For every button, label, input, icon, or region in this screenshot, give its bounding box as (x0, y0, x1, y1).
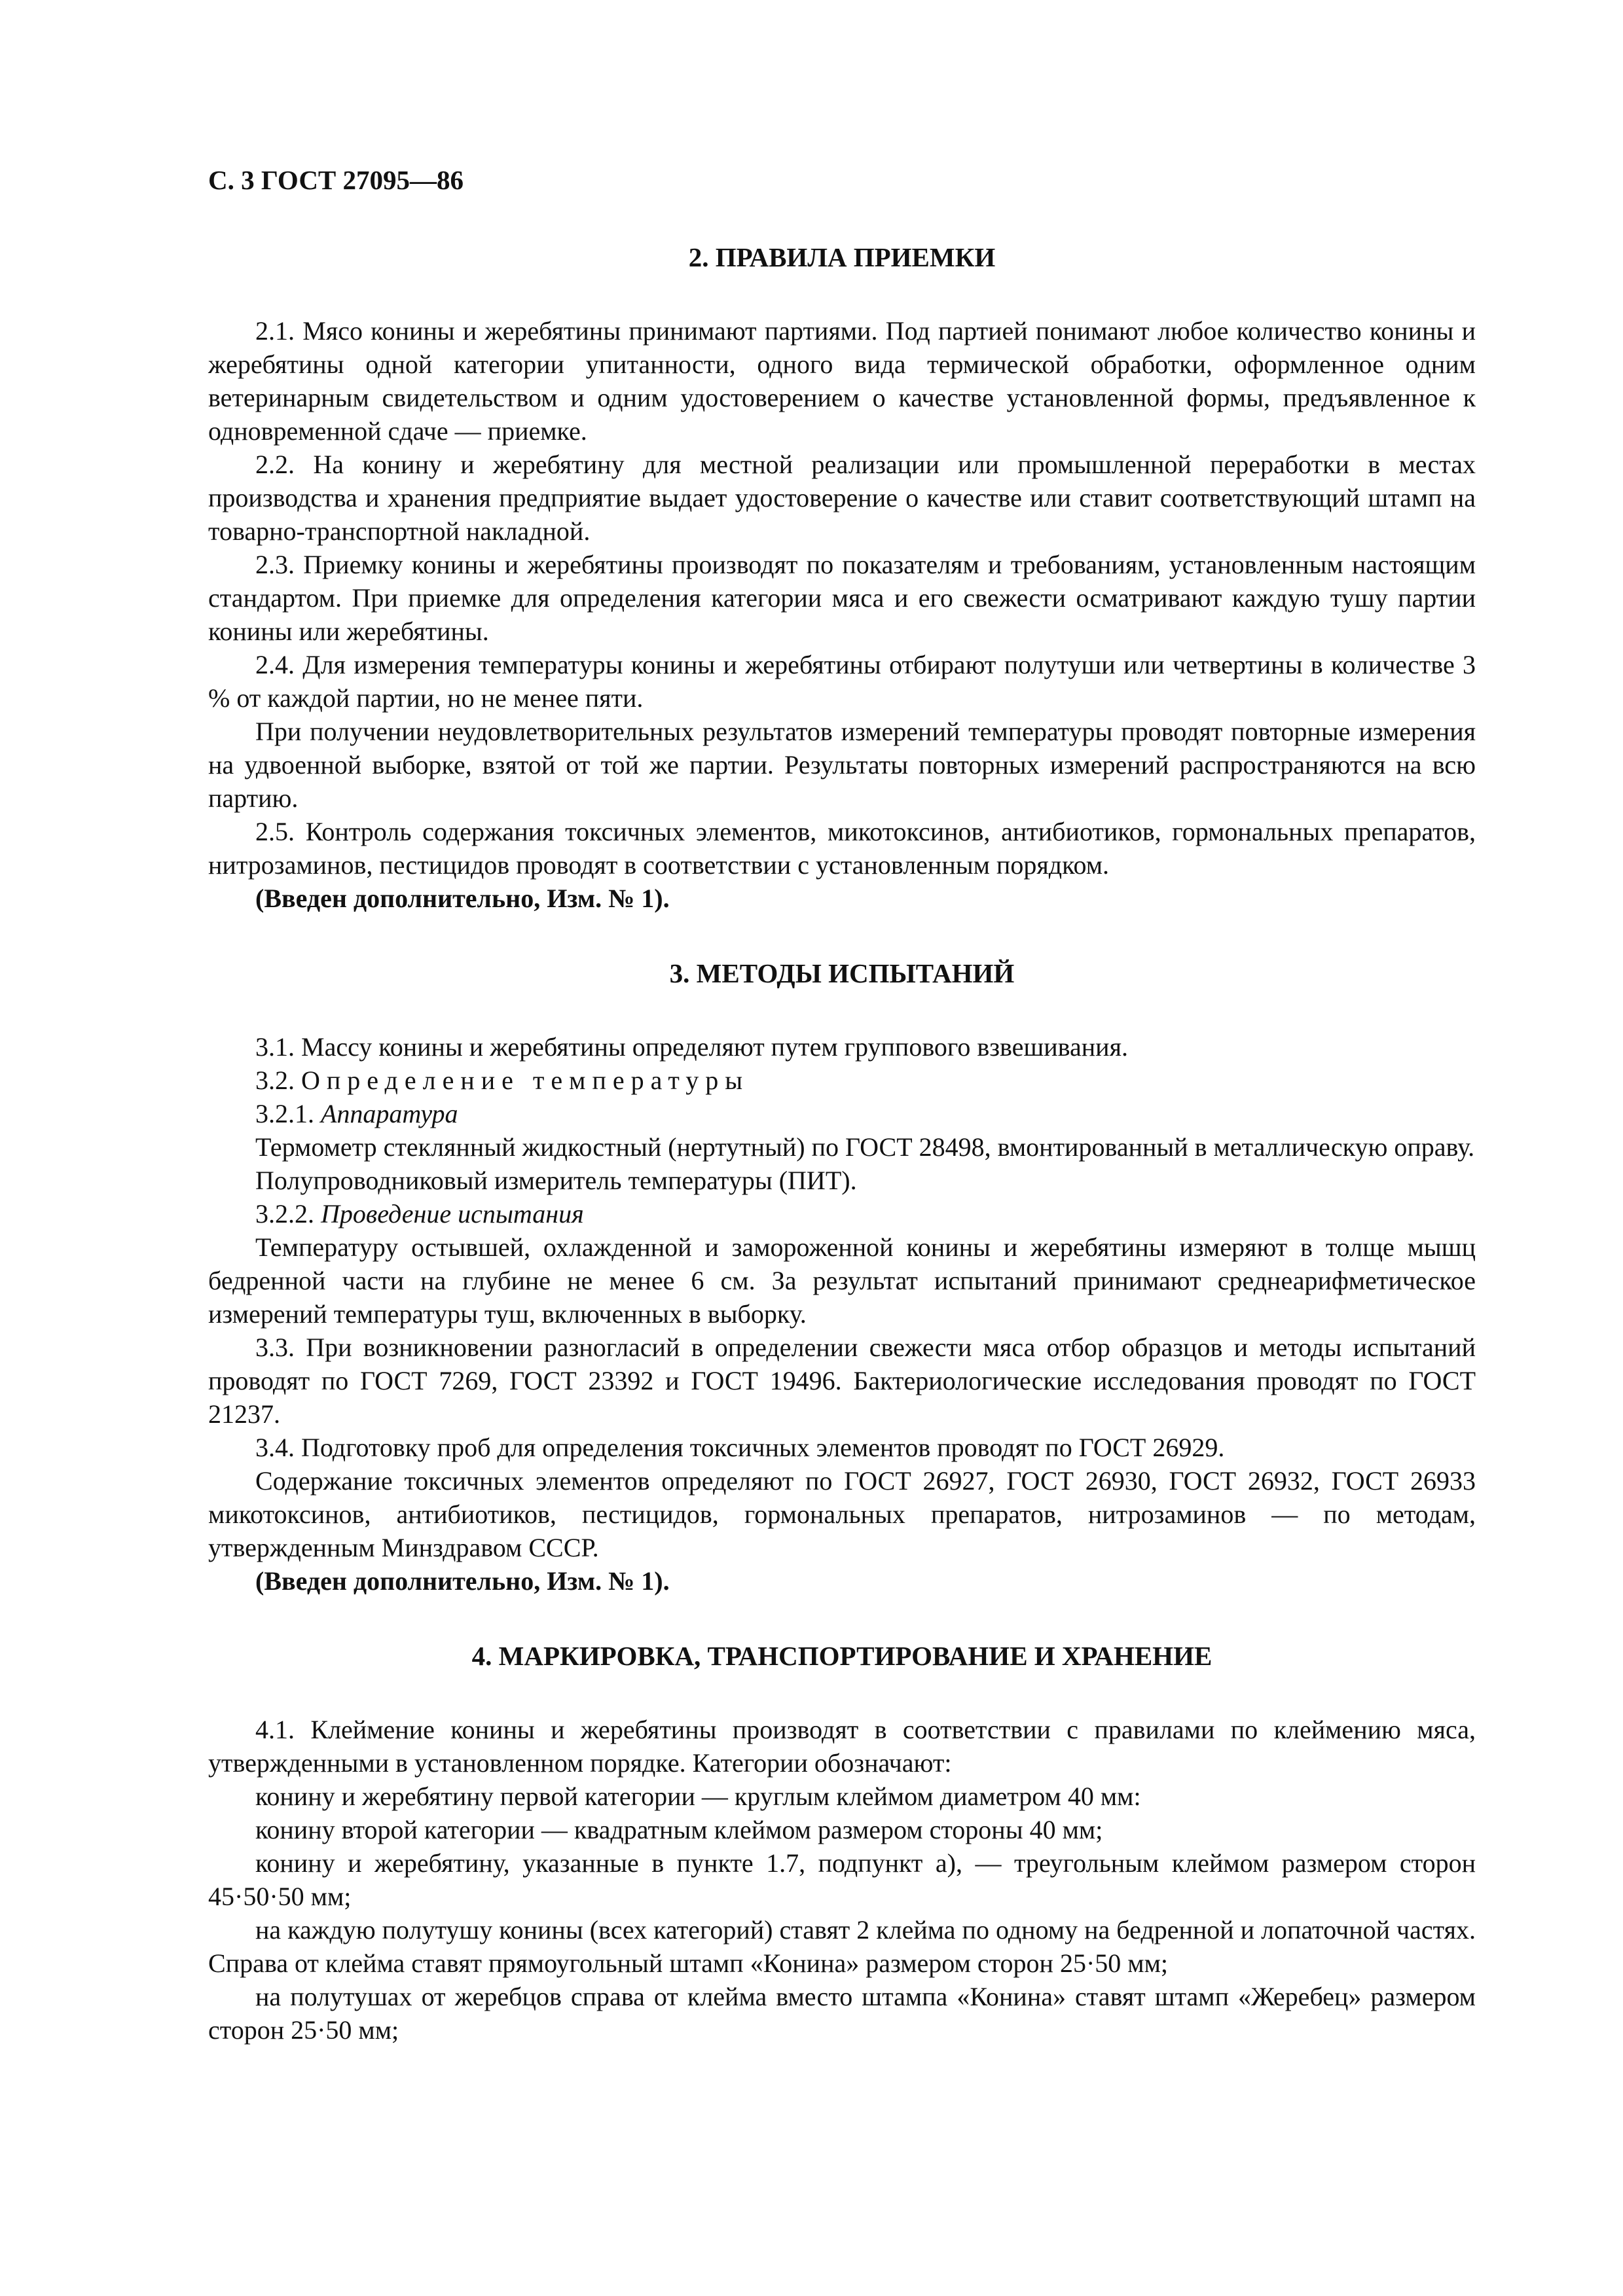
subsection-number: 3.2.1. (255, 1099, 314, 1128)
paragraph: 3.1. Массу конины и жеребятины определяют путем группового взвешивания. (255, 1032, 1128, 1062)
paragraph: 2.2. На конину и жеребятину для местной реализации или промышленной переработки в местах производства и хранения предприятие выдает удостоверение о качестве или ставит соответствующий штамп на товарно-транспортной накладной. (208, 450, 1476, 546)
amendment-note: (Введен дополнительно, Изм. № 1). (255, 884, 670, 913)
paragraph: 2.1. Мясо конины и жеребятины принимают партиями. Под партией понимают любое количество конины и жеребятины одной категории упитанности, одного вида термической обработки, оформленное одним ветеринарным свидетельством и одним удостоверением о качестве установленной формы, предъявленное к одновременной сдаче — приемке. (208, 316, 1476, 446)
subsection-heading (208, 1197, 1476, 1230)
section-marking-transport-storage (208, 1640, 1476, 2047)
subsection-heading (208, 1097, 1476, 1130)
paragraph: конину и жеребятину, указанные в пункте 1.7, подпункт а), — треугольным клеймом размером сторон 45·50·50 мм; (208, 1848, 1476, 1911)
document-page (208, 164, 1476, 2047)
subsection-number: 3.2.2. (255, 1199, 314, 1229)
section-title: 4. МАРКИРОВКА, ТРАНСПОРТИРОВАНИЕ И ХРАНЕНИЕ (471, 1641, 1213, 1671)
paragraph: на полутушах от жеребцов справа от клейма вместо штампа «Конина» ставят штамп «Жеребец» размером сторон 25·50 мм; (208, 1982, 1476, 2045)
paragraph: Термометр стеклянный жидкостный (нертутный) по ГОСТ 28498, вмонтированный в металлическую оправу. (255, 1132, 1475, 1162)
subsection-title: Аппаратура (321, 1099, 458, 1128)
paragraph: Температуру остывшей, охлажденной и замороженной конины и жеребятины измеряют в толще мышц бедренной части на глубине не менее 6 см. За результат испытаний принимают среднеарифметическое измерений температуры туш, включенных в выборку. (208, 1232, 1476, 1329)
paragraph: 4.1. Клеймение конины и жеребятины производят в соответствии с правилами по клеймению мяса, утвержденными в установленном порядке. Категории обозначают: (208, 1715, 1476, 1778)
page-header: С. 3 ГОСТ 27095—86 (208, 165, 464, 195)
section-acceptance-rules (208, 241, 1476, 915)
subsection-title: Проведение испытания (321, 1199, 584, 1229)
paragraph: на каждую полутушу конины (всех категорий) ставят 2 клейма по одному на бедренной и лопаточной частях. Справа от клейма ставят прямоугольный штамп «Конина» размером сторон 25·50 мм; (208, 1915, 1476, 1978)
paragraph: конину второй категории — квадратным клеймом размером стороны 40 мм; (255, 1815, 1103, 1844)
subsection-title: Определение температуры (301, 1066, 750, 1095)
paragraph: 2.3. Приемку конины и жеребятины производят по показателям и требованиям, установленным настоящим стандартом. При приемке для определения категории мяса и его свежести осматривают каждую тушу партии конины или жеребятины. (208, 550, 1476, 646)
paragraph: Полупроводниковый измеритель температуры (ПИТ). (255, 1166, 857, 1195)
paragraph: 3.4. Подготовку проб для определения токсичных элементов проводят по ГОСТ 26929. (255, 1433, 1225, 1462)
paragraph: конину и жеребятину первой категории — круглым клеймом диаметром 40 мм: (255, 1782, 1141, 1811)
paragraph: 2.4. Для измерения температуры конины и жеребятины отбирают полутуши или четвертины в количестве 3 % от каждой партии, но не менее пяти. (208, 650, 1476, 713)
paragraph: 2.5. Контроль содержания токсичных элементов, микотоксинов, антибиотиков, гормональных препаратов, нитрозаминов, пестицидов проводят в соответствии с установленным порядком. (208, 817, 1476, 880)
subsection-heading (208, 1064, 1476, 1097)
section-title: 2. ПРАВИЛА ПРИЕМКИ (688, 242, 996, 272)
paragraph: Содержание токсичных элементов определяют по ГОСТ 26927, ГОСТ 26930, ГОСТ 26932, ГОСТ 26933 микотоксинов, антибиотиков, пестицидов, гормональных препаратов, нитрозаминов — по методам, утвержденным Минздравом СССР. (208, 1466, 1476, 1562)
paragraph: При получении неудовлетворительных результатов измерений температуры проводят повторные измерения на удвоенной выборке, взятой от той же партии. Результаты повторных измерений распространяются на всю партию. (208, 717, 1476, 813)
section-title: 3. МЕТОДЫ ИСПЫТАНИЙ (669, 958, 1015, 988)
amendment-note: (Введен дополнительно, Изм. № 1). (255, 1566, 670, 1596)
section-test-methods (208, 957, 1476, 1598)
subsection-number: 3.2. (255, 1066, 295, 1095)
paragraph: 3.3. При возникновении разногласий в определении свежести мяса отбор образцов и методы испытаний проводят по ГОСТ 7269, ГОСТ 23392 и ГОСТ 19496. Бактериологические исследования проводят по ГОСТ 21237. (208, 1333, 1476, 1429)
